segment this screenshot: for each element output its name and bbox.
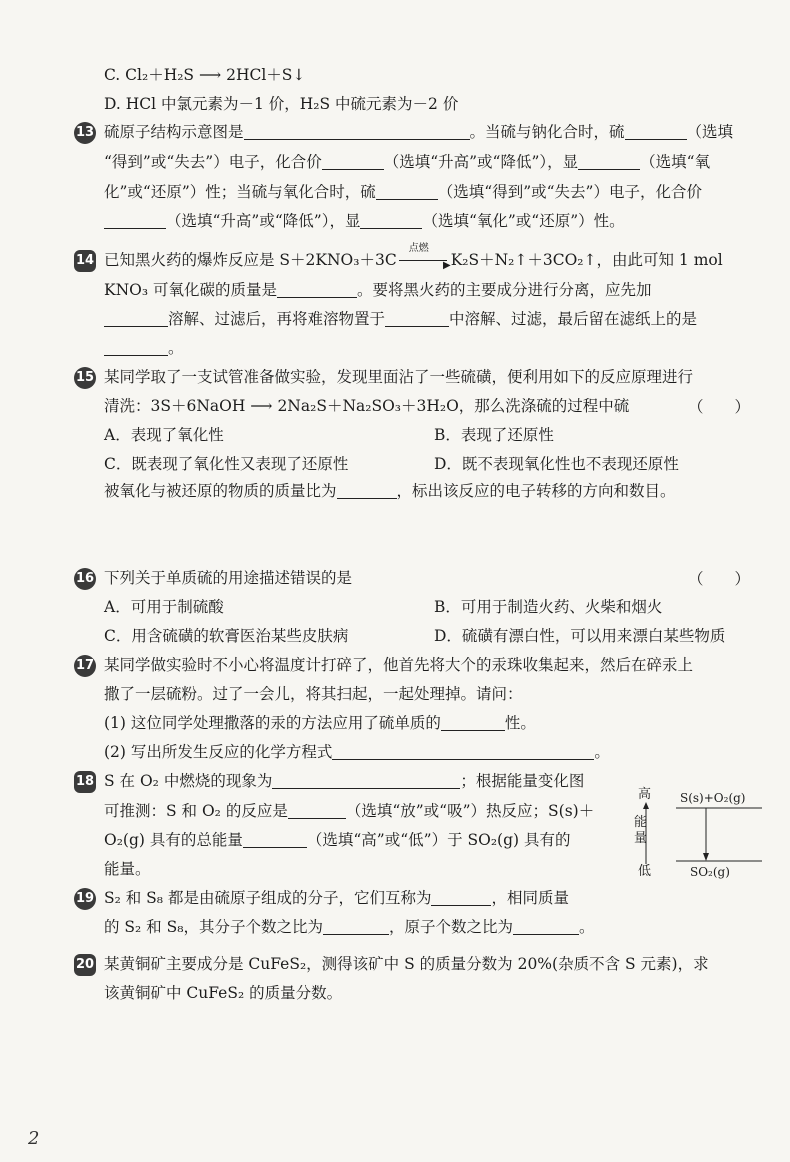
answer-blank[interactable] xyxy=(578,153,640,170)
q18-text: S 在 O₂ 中燃烧的现象为 xyxy=(104,772,273,790)
q18-text: O₂(g) 具有的总能量 xyxy=(104,831,243,849)
q15-option-b[interactable]: B．表现了还原性 xyxy=(434,426,554,444)
q13-text: （选填“氧化”或“还原”）性。 xyxy=(422,212,625,230)
product-level-label: SO₂(g) xyxy=(690,865,730,879)
q13-text: （选填 xyxy=(686,123,734,141)
q13-text: 。当硫与钠化合时，硫 xyxy=(469,123,625,141)
q14-text: 已知黑火药的爆炸反应是 S＋2KNO₃＋3C xyxy=(104,251,397,269)
q14-line-1 xyxy=(104,243,723,271)
q13-text: “得到”或“失去”）电子，化合价 xyxy=(104,153,322,171)
q15-line-1: 某同学取了一支试管准备做实验，发现里面沾了一些硫磺，便利用如下的反应原理进行 xyxy=(104,368,694,386)
q13-text: （选填“氧 xyxy=(640,153,711,171)
q14-text: 。 xyxy=(168,339,184,357)
answer-blank[interactable] xyxy=(513,918,579,935)
q13-line-3 xyxy=(104,181,702,203)
q15-line-5 xyxy=(104,480,676,502)
answer-blank[interactable] xyxy=(244,123,470,140)
q12-option-d: D. HCl 中氯元素为－1 价，H₂S 中硫元素为－2 价 xyxy=(104,95,459,113)
q17-line-2: 撒了一层硫粉。过了一会儿，将其扫起，一起处理掉。请问： xyxy=(104,685,523,703)
reactant-level-label: S(s)+O₂(g) xyxy=(680,791,746,805)
answer-blank[interactable] xyxy=(376,183,438,200)
q14-text: 溶解、过滤后，再将难溶物置于 xyxy=(168,310,386,328)
q17-text: (2) 写出所发生反应的化学方程式 xyxy=(104,743,333,761)
answer-blank[interactable] xyxy=(104,212,166,229)
q17-line-1: 某同学做实验时不小心将温度计打碎了，他首先将大个的汞珠收集起来，然后在碎汞上 xyxy=(104,656,694,674)
energy-high-label: 高 xyxy=(638,787,652,802)
q15-option-d[interactable]: D．既不表现氧化性也不表现还原性 xyxy=(434,455,679,473)
question-number-14: 14 xyxy=(74,250,96,272)
answer-blank[interactable] xyxy=(385,310,449,327)
reaction-arrow: 点燃 ▶ xyxy=(397,249,451,271)
answer-blank[interactable] xyxy=(104,310,168,327)
answer-parentheses[interactable]: （ ） xyxy=(688,398,751,416)
q14-line-2 xyxy=(104,279,652,301)
q18-text: （选填“高”或“低”）于 SO₂(g) 具有的 xyxy=(306,831,571,849)
q18-text: （选填“放”或“吸”）热反应；S(s)＋ xyxy=(345,802,595,820)
q18-line-3 xyxy=(104,829,570,851)
q13-line-4 xyxy=(104,210,625,232)
q19-text: 。 xyxy=(578,918,595,936)
question-number-20: 20 xyxy=(74,954,96,976)
answer-blank[interactable] xyxy=(243,831,307,848)
energy-axis-label-char: 量 xyxy=(634,831,648,846)
q20-line-2: 该黄铜矿中 CuFeS₂ 的质量分数。 xyxy=(104,984,343,1002)
reaction-condition: 点燃 xyxy=(408,243,429,254)
question-number-13: 13 xyxy=(74,122,96,144)
q13-text: 化”或“还原”）性；当硫与氧化合时，硫 xyxy=(104,183,376,201)
energy-level-diagram xyxy=(636,778,766,878)
q16-option-b[interactable]: B．可用于制造火药、火柴和烟火 xyxy=(434,598,663,616)
q15-line-2: 清洗：3S＋6NaOH ⟶ 2Na₂S＋Na₂SO₃＋3H₂O，那么洗涤硫的过程中硫 xyxy=(104,397,630,415)
q17-text: 性。 xyxy=(504,714,536,732)
q19-line-2 xyxy=(104,916,594,938)
q14-text: 。要将黑火药的主要成分进行分离，应先加 xyxy=(357,281,652,299)
q18-text: 可推测：S 和 O₂ 的反应是 xyxy=(104,802,288,820)
answer-parentheses[interactable]: （ ） xyxy=(688,570,751,588)
answer-blank[interactable] xyxy=(360,212,422,229)
q18-line-4: 能量。 xyxy=(104,860,151,878)
question-number-16: 16 xyxy=(74,568,96,590)
q19-text: S₂ 和 S₈ 都是由硫原子组成的分子，它们互称为 xyxy=(104,889,432,907)
answer-blank[interactable] xyxy=(441,714,505,731)
page-number: 2 xyxy=(28,1128,40,1149)
q15-option-a[interactable]: A．表现了氧化性 xyxy=(104,426,224,444)
q15-text: 被氧化与被还原的物质的质量比为 xyxy=(104,482,337,500)
answer-blank[interactable] xyxy=(272,772,460,789)
q13-text: （选填“得到”或“失去”）电子，化合价 xyxy=(437,183,702,201)
energy-low-label: 低 xyxy=(638,864,652,879)
q13-text: （选填“升高”或“降低”），显 xyxy=(383,153,579,171)
q17-sub-2 xyxy=(104,741,610,763)
question-number-18: 18 xyxy=(74,771,96,793)
question-number-15: 15 xyxy=(74,367,96,389)
answer-blank[interactable] xyxy=(323,918,389,935)
answer-blank[interactable] xyxy=(625,123,687,140)
energy-axis-arrowhead xyxy=(643,802,649,809)
q14-text: KNO₃ 可氧化碳的质量是 xyxy=(104,281,277,299)
q15-text: ，标出该反应的电子转移的方向和数目。 xyxy=(396,482,676,500)
energy-axis-label xyxy=(634,814,651,846)
q17-sub-1 xyxy=(104,712,536,734)
q18-line-1 xyxy=(104,770,584,792)
q13-line-1 xyxy=(104,121,733,143)
q14-text: 中溶解、过滤，最后留在滤纸上的是 xyxy=(449,310,698,328)
q18-line-2 xyxy=(104,800,594,822)
q13-text: 硫原子结构示意图是 xyxy=(104,123,244,141)
q19-text: 的 S₂ 和 S₈，其分子个数之比为 xyxy=(104,918,323,936)
q16-option-c[interactable]: C．用含硫磺的软膏医治某些皮肤病 xyxy=(104,627,349,645)
question-number-19: 19 xyxy=(74,888,96,910)
answer-blank[interactable] xyxy=(337,482,397,499)
q16-option-a[interactable]: A．可用于制硫酸 xyxy=(104,598,224,616)
q13-line-2 xyxy=(104,151,710,173)
q16-line-1: 下列关于单质硫的用途描述错误的是 xyxy=(104,569,353,587)
q14-line-4 xyxy=(104,337,184,359)
q18-text: ；根据能量变化图 xyxy=(460,772,585,790)
q19-line-1 xyxy=(104,887,569,909)
q16-option-d[interactable]: D．硫磺有漂白性，可以用来漂白某些物质 xyxy=(434,627,726,645)
energy-release-arrowhead xyxy=(703,853,709,861)
answer-blank[interactable] xyxy=(332,743,594,760)
q14-line-3 xyxy=(104,308,697,330)
answer-blank[interactable] xyxy=(431,889,491,906)
q19-text: ，相同质量 xyxy=(491,889,569,907)
answer-blank[interactable] xyxy=(322,153,384,170)
q19-text: ，原子个数之比为 xyxy=(388,918,513,936)
q17-text: 。 xyxy=(594,743,610,761)
q17-text: (1) 这位同学处理撒落的汞的方法应用了硫单质的 xyxy=(104,714,441,732)
answer-blank[interactable] xyxy=(104,339,168,356)
q20-line-1: 某黄铜矿主要成分是 CuFeS₂，测得该矿中 S 的质量分数为 20%(杂质不含 S 元素)，求 xyxy=(104,955,709,973)
energy-axis-label-char: 能 xyxy=(634,815,648,830)
answer-blank[interactable] xyxy=(288,802,346,819)
q14-text: K₂S＋N₂↑＋3CO₂↑，由此可知 1 mol xyxy=(450,251,723,269)
q13-text: （选填“升高”或“降低”），显 xyxy=(166,212,361,230)
answer-blank[interactable] xyxy=(277,281,357,298)
q15-option-c[interactable]: C．既表现了氧化性又表现了还原性 xyxy=(104,455,349,473)
q12-option-c: C. Cl₂＋H₂S ⟶ 2HCl＋S↓ xyxy=(104,66,306,84)
question-number-17: 17 xyxy=(74,655,96,677)
